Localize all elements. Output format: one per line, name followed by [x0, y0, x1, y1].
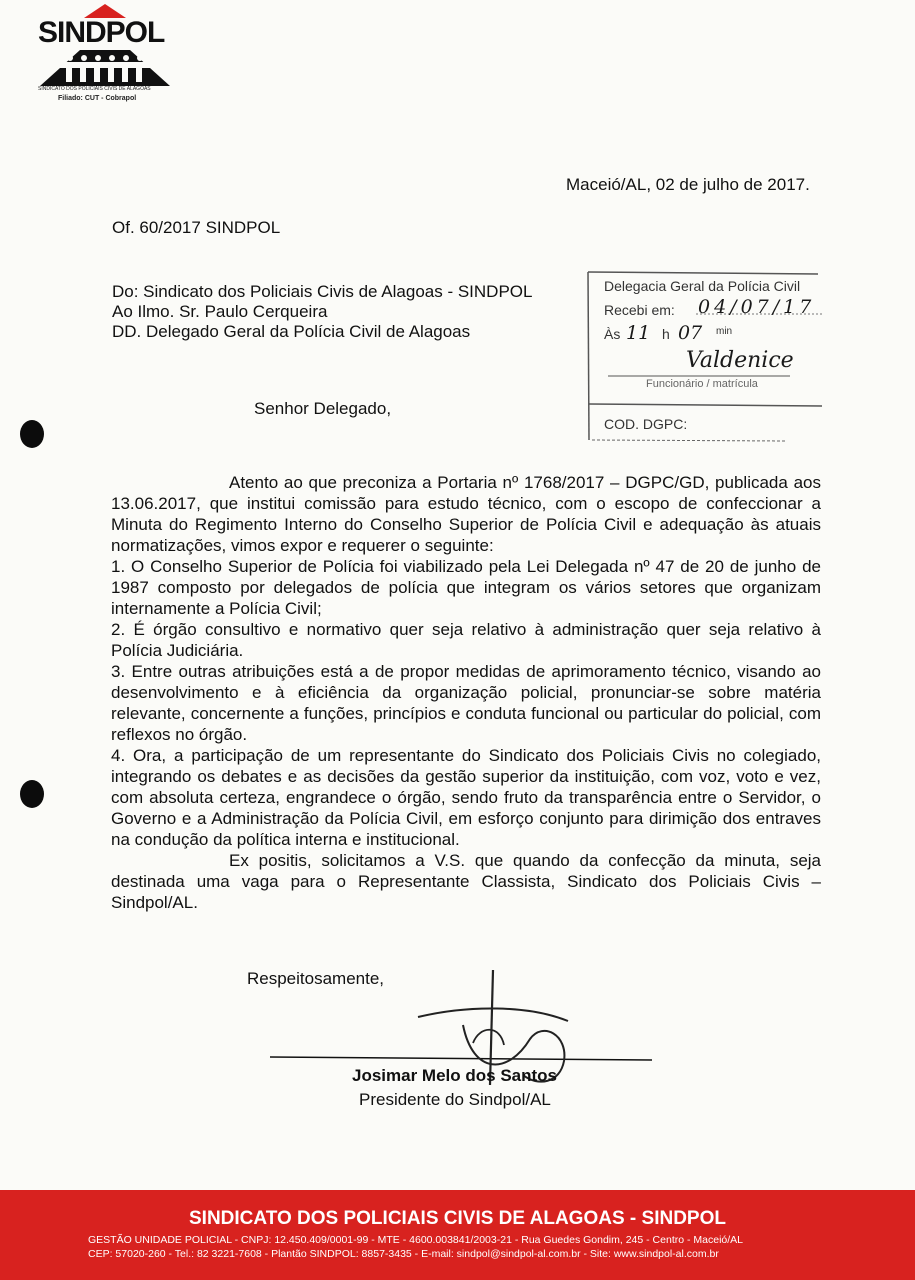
- footer-line-1: GESTÃO UNIDADE POLICIAL - CNPJ: 12.450.409/0001-99 - MTE - 4600.003841/2003-21 - Rua Guedes Gondim, 245 - Centro - Maceió/AL: [88, 1234, 744, 1246]
- paragraph-request: Ex positis, solicitamos a V.S. que quando da confecção da minuta, seja destinada uma vaga para o Representante Classista, Sindicato dos Policiais Civis – Sindpol/AL.: [111, 851, 821, 912]
- sindpol-logo: [30, 4, 180, 104]
- date-line: Maceió/AL, 02 de julho de 2017.: [566, 175, 810, 194]
- salutation: Senhor Delegado,: [254, 399, 392, 418]
- paragraph-item-4: 4. Ora, a participação de um representante do Sindicato dos Policiais Civis no colegiado, integrando os debates e as decisões da gestão superior da instituição, com voz, voto e vez, com absoluta certeza, engrandece o órgão, sendo fruto da transparência entre o Servidor, o Governo e a Administração da Polícia Civil, em esforço conjunto para dirimição dos entraves na condução da política interna e institucional.: [111, 746, 821, 849]
- stamp-time-label: Às: [604, 326, 621, 342]
- sender-line: Do: Sindicato dos Policiais Civis de Alagoas - SINDPOL: [112, 282, 533, 301]
- logo-subtitle: SINDICATO DOS POLICIAIS CIVIS DE ALAGOAS: [38, 86, 151, 92]
- footer-title: SINDICATO DOS POLICIAIS CIVIS DE ALAGOAS - SINDPOL: [189, 1208, 726, 1229]
- paragraph-item-2: 2. É órgão consultivo e normativo quer seja relativo à administração quer seja relativo à Polícia Judiciária.: [111, 620, 821, 660]
- stamp-time-suffix: min: [716, 326, 733, 337]
- stamp-received-label: Recebi em:: [604, 302, 675, 318]
- logo-wordmark: SINDPOL: [38, 16, 165, 49]
- stamp-signature: Valdenice: [686, 348, 794, 373]
- stamp-employee-label: Funcionário / matrícula: [646, 378, 758, 390]
- recipient-role: DD. Delegado Geral da Polícia Civil de Alagoas: [112, 322, 471, 341]
- stamp-time-hours: 11: [626, 322, 651, 344]
- recipient-line: Ao Ilmo. Sr. Paulo Cerqueira: [112, 302, 328, 321]
- stamp-time-sep: h: [662, 326, 670, 342]
- signer-title: Presidente do Sindpol/AL: [359, 1090, 551, 1109]
- stamp-received-date: 04/07/17: [698, 296, 816, 318]
- signer-name: Josimar Melo dos Santos: [352, 1066, 557, 1085]
- closing: Respeitosamente,: [247, 969, 385, 988]
- punch-hole: [20, 420, 44, 448]
- paragraph-intro: Atento ao que preconiza a Portaria nº 1768/2017 – DGPC/GD, publicada aos 13.06.2017, que institui comissão para estudo técnico, com o escopo de confeccionar a Minuta do Regimento Interno do Conselho Superior de Polícia Civil e adequação às atuais normatizações, vimos expor e requerer o seguinte:: [111, 473, 821, 555]
- stamp-code: COD. DGPC:: [604, 416, 688, 432]
- paragraph-item-3: 3. Entre outras atribuições está a de propor medidas de aprimoramento técnico, visando ao desenvolvimento e à eficiência da organização policial, pronunciar-se sobre matéria relevante, concernente a funções, princípios e conduta funcional ou particular do policial, com reflexos no órgão.: [111, 662, 821, 744]
- stamp-header: Delegacia Geral da Polícia Civil: [604, 278, 801, 294]
- paragraph-item-1: 1. O Conselho Superior de Polícia foi viabilizado pela Lei Delegada nº 47 de 20 de junho de 1987 composto por delegados de polícia que integram os vários setores que organizam internamente a Polícia Civil;: [111, 557, 821, 618]
- letter-body: [111, 472, 821, 913]
- logo-affiliation: Filiado: CUT - Cobrapol: [58, 95, 137, 102]
- punch-hole: [20, 780, 44, 808]
- reference-number: Of. 60/2017 SINDPOL: [112, 218, 281, 237]
- footer-band: [0, 1190, 915, 1280]
- receipt-stamp: [586, 268, 826, 446]
- footer-line-2: CEP: 57020-260 - Tel.: 82 3221-7608 - Plantão SINDPOL: 8857-3435 - E-mail: sindpol@sindpol-al.com.br - Site: www.sindpol-al.com.br: [88, 1248, 719, 1260]
- stamp-time-minutes: 07: [678, 322, 703, 344]
